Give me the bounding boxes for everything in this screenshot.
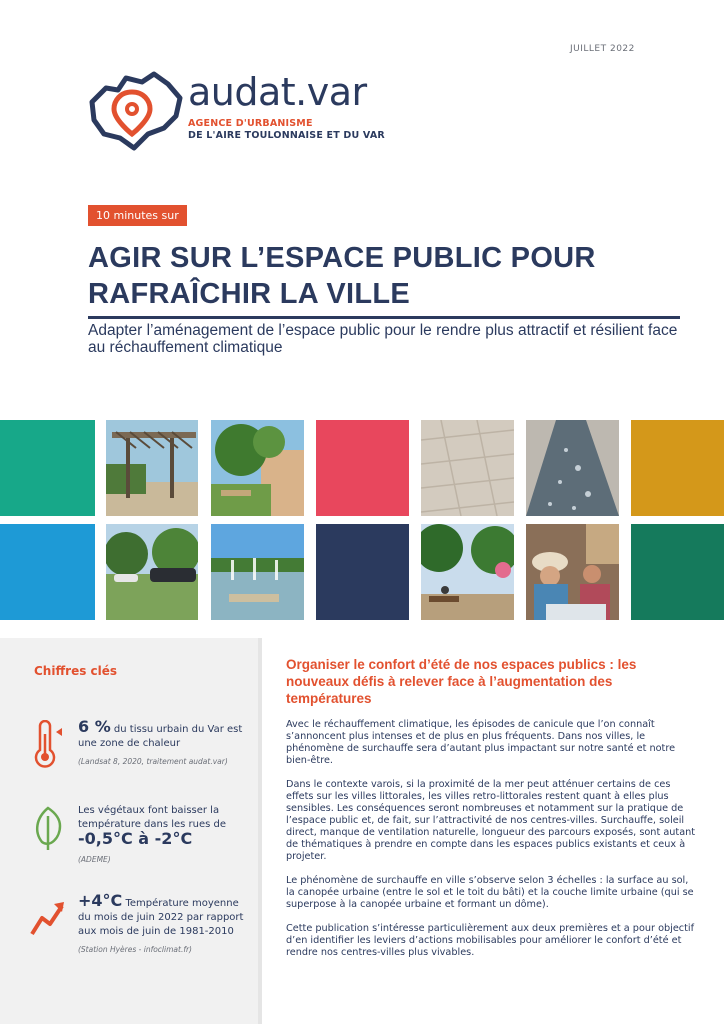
logo-tagline-2: DE L'AIRE TOULONNAISE ET DU VAR [188,130,385,141]
fountain-photo [211,524,304,620]
logo-tagline-1: AGENCE D'URBANISME [188,118,313,129]
bench-trees-photo [421,524,514,620]
publication-date: JUILLET 2022 [570,44,635,54]
parking-photo [106,524,198,620]
page-title [88,240,648,312]
article-title: Organiser le confort d’été de nos espaces publics : les nouveaux défis à relever face à l’augmentation des températures [286,657,637,706]
logo-wordmark: audat.var [188,70,367,114]
title-line-2: RAFRAÎCHIR LA VILLE [88,278,410,310]
navy-tile [316,524,409,620]
page-subtitle: Adapter l’aménagement de l’espace public pour le rendre plus attractif et résilient face au réchauffement climatique [88,322,678,356]
ochre-tile [631,420,724,516]
green-tile [631,524,724,620]
paving-photo [421,420,514,516]
pergola-photo [106,420,198,516]
stat-source: (Station Hyères - infoclimat.fr) [78,945,192,954]
article [286,656,700,971]
title-rule [88,316,680,319]
stat-text: Température moyenne du mois de juin 2022 par rapport aux mois de juin de 1981-2010 [78,898,244,937]
photo-mosaic-row-2 [0,524,724,620]
title-line-1: AGIR SUR L’ESPACE PUBLIC POUR [88,242,596,274]
series-tag: 10 minutes sur [88,205,187,226]
key-figures-title: Chiffres clés [34,664,118,678]
stat-text: du tissu urbain du Var est une zone de chaleur [78,724,243,749]
thermometer-icon [30,720,66,768]
stat-source: (Landsat 8, 2020, traitement audat.var) [78,757,228,766]
stat-value: +4°C [78,891,123,910]
column-divider [258,638,262,1024]
audat-logo [84,68,404,158]
water-channel-photo [526,420,619,516]
stat-value: 6 % [78,717,111,736]
leaf-icon [30,804,66,852]
trend-up-icon [30,894,66,942]
article-paragraph: Cette publication s’intéresse particulièrement aux deux premières et a pour objectif d’en identifier les leviers d’actions mobilisables pour améliorer le confort d’été et rendre nos centres-villes plus vivables. [286,923,695,958]
red-tile [316,420,409,516]
article-paragraph: Dans le contexte varois, si la proximité de la mer peut atténuer certains de ces effets sur les villes littorales, les villes retro-littorales restent quant à elles plus sensibles. Les conséquences seront nombreuses et notamment sur la pratique de l’espace public et, de fait, sur l’attractivité de nos centres-villes. Surchauffe, soleil direct, manque de ventilation naturelle, longueur des parcours exposés, sont autant de thématiques à prendre en compte dans les espaces publics existants et ceux à projeter. [286,779,696,862]
stat-source: (ADEME) [78,855,111,864]
stat-value: -0,5°C à -2°C [78,829,193,848]
stat-text: Les végétaux font baisser la température dans les rues de [78,805,227,830]
cafe-terrace-photo [526,524,619,620]
key-figures-panel [0,638,258,1024]
teal-tile [0,420,95,516]
article-paragraph: Le phénomène de surchauffe en ville s’observe selon 3 échelles : la surface au sol, la canopée urbaine (entre le sol et le toit du bâti) et la couche limite urbaine (qui se superpose à la canopée urbaine et formant un dôme). [286,875,694,910]
garden-photo [211,420,304,516]
blue-tile [0,524,95,620]
photo-mosaic-row-1 [0,420,724,516]
article-paragraph: Avec le réchauffement climatique, les épisodes de canicule que l’on connaît s’annoncent plus intenses et de plus en plus fréquents. Dans nos villes, le phénomène de surchauffe sera d’autant plus impactant sur notre santé et notre bien-être. [286,719,676,766]
var-map-pin-icon [84,68,184,156]
